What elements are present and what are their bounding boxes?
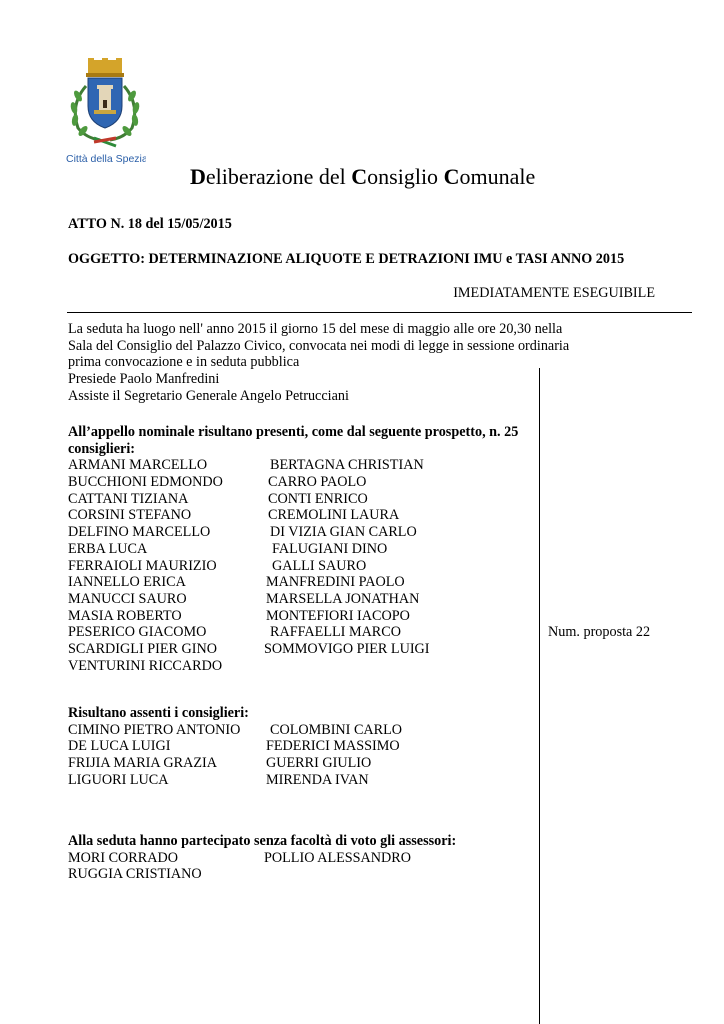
name-right: MANFREDINI PAOLO: [266, 574, 405, 591]
name-row: [68, 558, 538, 575]
name-row: [68, 866, 538, 883]
title-initial-d: D: [190, 164, 206, 189]
presenti-section: [68, 424, 538, 674]
name-right: GUERRI GIULIO: [266, 755, 372, 772]
city-logo: [64, 58, 146, 168]
assenti-heading: Risultano assenti i consiglieri:: [68, 705, 249, 721]
name-left: DE LUCA LUIGI: [68, 738, 171, 755]
name-right: DI VIZIA GIAN CARLO: [270, 524, 417, 541]
name-left: VENTURINI RICCARDO: [68, 657, 223, 674]
name-row: [68, 541, 538, 558]
name-right: FALUGIANI DINO: [272, 540, 388, 557]
name-right: COLOMBINI CARLO: [270, 721, 403, 738]
coat-of-arms-icon: [64, 58, 146, 168]
title-part-3: omunale: [459, 164, 536, 189]
name-left: BUCCHIONI EDMONDO: [68, 474, 223, 491]
name-left: RUGGIA CRISTIANO: [68, 866, 202, 883]
logo-caption: Città della Spezia: [66, 153, 146, 165]
title-initial-c1: C: [351, 164, 368, 189]
name-row: [68, 574, 538, 591]
name-right: RAFFAELLI MARCO: [270, 624, 401, 641]
name-row: [68, 772, 538, 789]
name-left: CORSINI STEFANO: [68, 507, 192, 524]
page-title: [190, 164, 535, 190]
name-right: POLLIO ALESSANDRO: [264, 849, 412, 866]
name-left: MASIA ROBERTO: [68, 607, 182, 624]
intro-line: prima convocazione e in seduta pubblica: [68, 354, 300, 371]
presenti-list: [68, 457, 538, 674]
intro-block: [68, 321, 569, 404]
name-right: SOMMOVIGO PIER LUIGI: [264, 640, 430, 657]
header-divider: [67, 312, 692, 313]
name-row: [68, 507, 538, 524]
name-row: [68, 624, 538, 641]
name-left: MORI CORRADO: [68, 849, 178, 866]
intro-line: La seduta ha luogo nell' anno 2015 il giorno 15 del mese di maggio alle ore 20,30 nella: [68, 321, 563, 337]
eseguibile-label: IMEDIATAMENTE ESEGUIBILE: [453, 285, 655, 301]
presenti-heading: All’appello nominale risultano presenti, come dal seguente prospetto, n. 25: [68, 424, 519, 440]
presenti-heading: consiglieri:: [68, 440, 135, 457]
assessori-heading: Alla seduta hanno partecipato senza facoltà di voto gli assessori:: [68, 833, 457, 849]
name-left: CATTANI TIZIANA: [68, 490, 189, 507]
name-row: [68, 755, 538, 772]
title-initial-c2: C: [443, 164, 460, 189]
name-row: [68, 491, 538, 508]
num-proposta: Num. proposta 22: [548, 624, 651, 640]
name-left: FRIJIA MARIA GRAZIA: [68, 755, 217, 772]
name-right: MONTEFIORI IACOPO: [266, 607, 410, 624]
name-row: [68, 658, 538, 675]
intro-line: Assiste il Segretario Generale Angelo Petrucciani: [68, 387, 349, 404]
name-right: MARSELLA JONATHAN: [266, 590, 420, 607]
intro-line: Sala del Consiglio del Palazzo Civico, convocata nei modi di legge in sessione ordinaria: [68, 337, 570, 354]
assenti-list: [68, 722, 538, 789]
name-right: FEDERICI MASSIMO: [266, 738, 400, 755]
name-left: LIGUORI LUCA: [68, 771, 169, 788]
name-left: SCARDIGLI PIER GINO: [68, 640, 217, 657]
intro-line: Presiede Paolo Manfredini: [68, 371, 220, 388]
assessori-list: [68, 850, 538, 883]
name-row: [68, 722, 538, 739]
oggetto: OGGETTO: DETERMINAZIONE ALIQUOTE E DETRAZIONI IMU e TASI ANNO 2015: [68, 251, 625, 267]
name-left: PESERICO GIACOMO: [68, 624, 207, 641]
name-row: [68, 457, 538, 474]
name-left: CIMINO PIETRO ANTONIO: [68, 721, 241, 738]
name-row: [68, 850, 538, 867]
title-part-2: onsiglio: [367, 164, 444, 189]
title-part-1: eliberazione del: [205, 164, 352, 189]
name-row: [68, 524, 538, 541]
column-divider: [539, 368, 540, 1024]
name-left: MANUCCI SAURO: [68, 590, 187, 607]
name-left: IANNELLO ERICA: [68, 574, 186, 591]
name-row: [68, 474, 538, 491]
name-left: ARMANI MARCELLO: [68, 457, 208, 474]
name-right: CONTI ENRICO: [268, 490, 368, 507]
name-right: CARRO PAOLO: [268, 474, 367, 491]
assenti-section: [68, 705, 538, 788]
name-row: [68, 591, 538, 608]
name-row: [68, 641, 538, 658]
name-right: MIRENDA IVAN: [266, 771, 369, 788]
name-row: [68, 608, 538, 625]
name-right: CREMOLINI LAURA: [268, 507, 400, 524]
atto-number: ATTO N. 18 del 15/05/2015: [68, 216, 232, 232]
name-left: DELFINO MARCELLO: [68, 524, 211, 541]
name-left: FERRAIOLI MAURIZIO: [68, 557, 217, 574]
name-left: ERBA LUCA: [68, 540, 148, 557]
name-right: GALLI SAURO: [272, 557, 367, 574]
name-right: BERTAGNA CHRISTIAN: [270, 457, 424, 474]
name-row: [68, 738, 538, 755]
assessori-section: [68, 833, 538, 883]
